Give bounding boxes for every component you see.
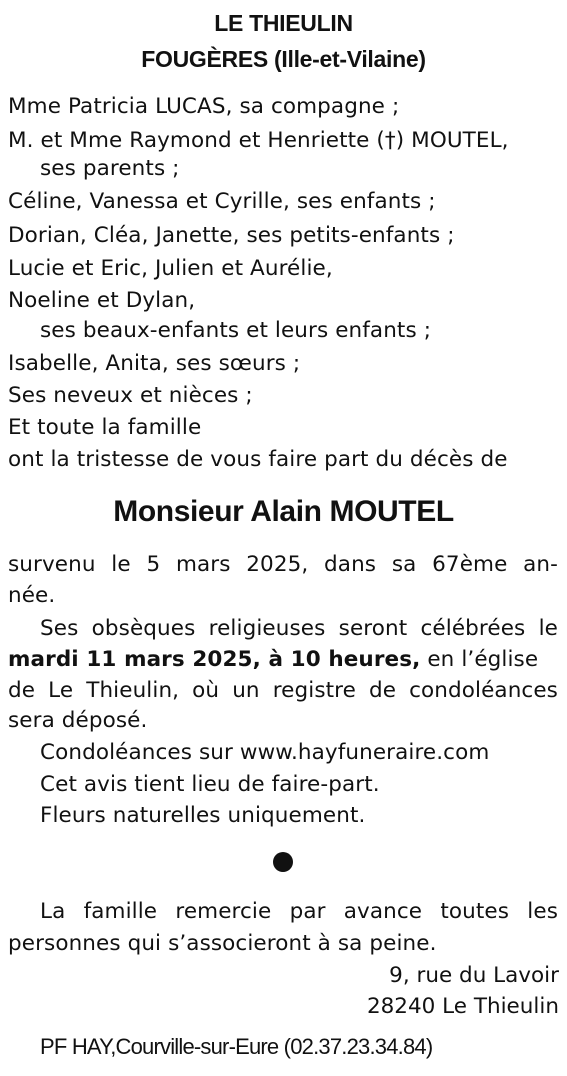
funeral-line-1: Ses obsèques religieuses seront célébrées le	[40, 616, 558, 641]
family-line-announcement: ont la tristesse de vous faire part du décès de	[8, 447, 508, 472]
address-city: 28240 Le Thieulin	[366, 994, 559, 1019]
family-line-grandchildren: Dorian, Cléa, Janette, ses petits-enfants ;	[8, 223, 455, 248]
separator-bullet	[273, 852, 293, 872]
family-line-stepchildren-2: Noeline et Dylan,	[8, 288, 196, 313]
funeral-line-2	[8, 645, 538, 675]
funeral-date: mardi 11 mars 2025, à 10 heures,	[8, 647, 421, 672]
header-town: LE THIEULIN	[214, 10, 353, 36]
deceased-name: Monsieur Alain MOUTEL	[113, 495, 454, 528]
funeral-line-3: de Le Thieulin, où un registre de condoléances	[8, 678, 558, 703]
family-line-parents: M. et Mme Raymond et Henriette (†) MOUTEL,	[8, 128, 509, 153]
condolences-line: Condoléances sur www.hayfuneraire.com	[40, 740, 490, 765]
family-line-nephews: Ses neveux et nièces ;	[8, 383, 253, 408]
death-line-2: née.	[8, 583, 56, 608]
family-line-partner: Mme Patricia LUCAS, sa compagne ;	[8, 94, 400, 119]
thanks-line-1: La famille remercie par avance toutes les	[40, 899, 558, 924]
funeral-line-4: sera déposé.	[8, 708, 148, 733]
header-location: FOUGÈRES (Ille-et-Vilaine)	[141, 46, 426, 72]
family-line-parents-role: ses parents ;	[40, 156, 180, 181]
family-line-children: Céline, Vanessa et Cyrille, ses enfants ;	[8, 189, 436, 214]
funeral-home-contact: PF HAY,Courville-sur-Eure (02.37.23.34.84)	[40, 1034, 433, 1059]
thanks-line-2: personnes qui s’associeront à sa peine.	[8, 931, 437, 956]
family-line-sisters: Isabelle, Anita, ses sœurs ;	[8, 351, 301, 376]
death-line-1: survenu le 5 mars 2025, dans sa 67ème an-	[8, 552, 558, 577]
address-street: 9, rue du Lavoir	[389, 963, 559, 988]
notice-line: Cet avis tient lieu de faire-part.	[40, 772, 380, 797]
family-line-family: Et toute la famille	[8, 415, 202, 440]
flowers-line: Fleurs naturelles uniquement.	[40, 803, 366, 828]
funeral-place: en l’église	[420, 647, 539, 672]
family-line-stepchildren-1: Lucie et Eric, Julien et Aurélie,	[8, 256, 333, 281]
family-line-stepchildren-role: ses beaux-enfants et leurs enfants ;	[40, 318, 432, 343]
